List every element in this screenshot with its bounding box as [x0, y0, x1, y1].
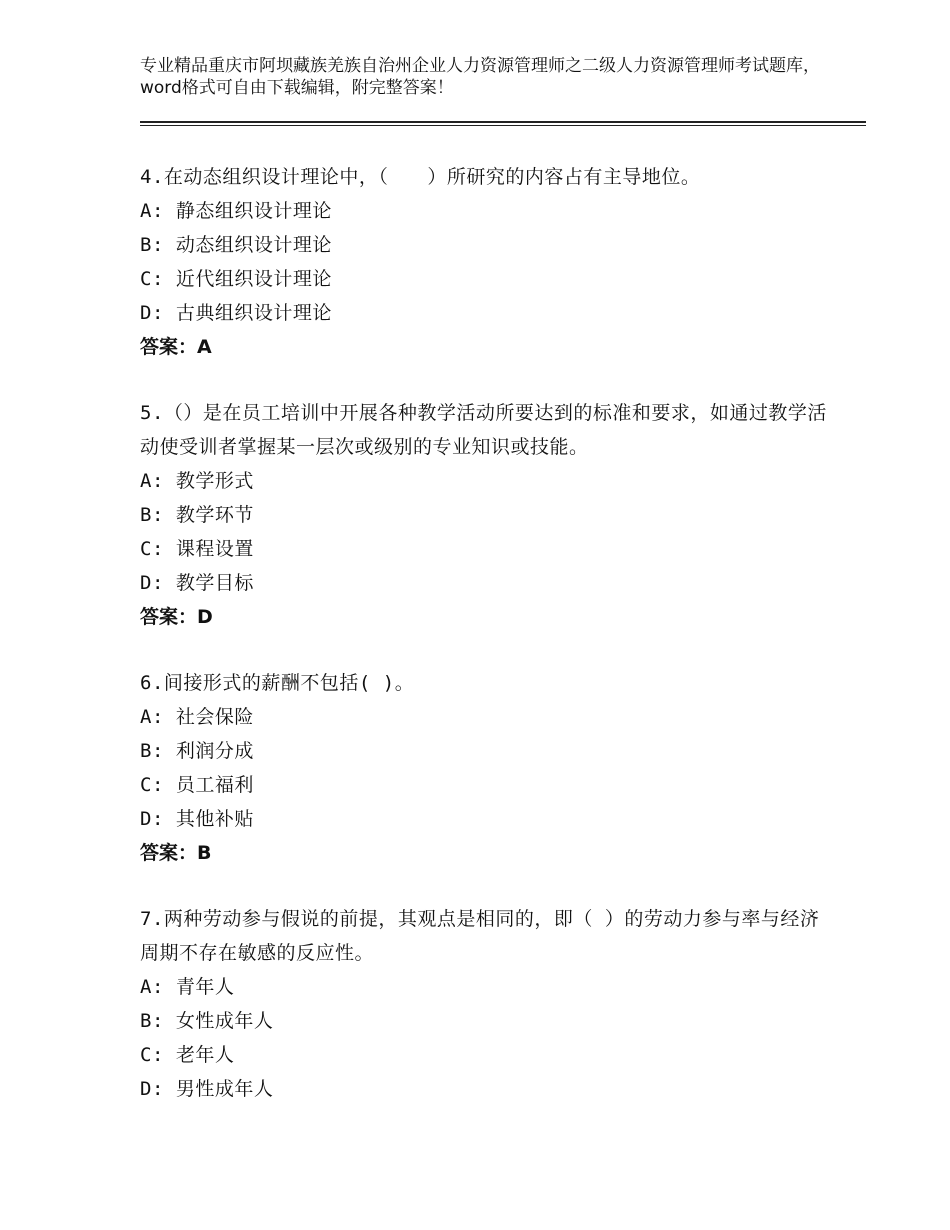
answer-label: 答案：A — [140, 336, 212, 358]
option-a: A: 社会保险 — [140, 706, 254, 728]
question-list — [140, 160, 830, 1138]
question-4 — [140, 160, 830, 364]
question-5 — [140, 396, 830, 634]
option-c: C: 老年人 — [140, 1044, 235, 1066]
question-6 — [140, 666, 830, 870]
option-b: B: 动态组织设计理论 — [140, 234, 332, 256]
question-text: 7.两种劳动参与假说的前提，其观点是相同的，即（ ）的劳动力参与率与经济周期不存在敏感的反应性。 — [140, 908, 820, 964]
option-a: A: 教学形式 — [140, 470, 254, 492]
option-b: B: 教学环节 — [140, 504, 254, 526]
option-d: D: 男性成年人 — [140, 1078, 274, 1100]
document-header: 专业精品重庆市阿坝藏族羌族自治州企业人力资源管理师之二级人力资源管理师考试题库，word格式可自由下载编辑，附完整答案！ — [140, 56, 820, 98]
option-d: D: 其他补贴 — [140, 808, 254, 830]
option-a: A: 静态组织设计理论 — [140, 200, 332, 222]
header-rule-thick — [140, 121, 866, 123]
question-text: 4.在动态组织设计理论中，（ ）所研究的内容占有主导地位。 — [140, 166, 701, 188]
answer-label: 答案：B — [140, 842, 212, 864]
option-d: D: 古典组织设计理论 — [140, 302, 332, 324]
question-7 — [140, 902, 830, 1106]
header-rule-thin — [140, 125, 866, 126]
option-a: A: 青年人 — [140, 976, 235, 998]
option-b: B: 女性成年人 — [140, 1010, 274, 1032]
question-text: 5.（）是在员工培训中开展各种教学活动所要达到的标准和要求，如通过教学活动使受训者掌握某一层次或级别的专业知识或技能。 — [140, 402, 827, 458]
option-c: C: 员工福利 — [140, 774, 254, 796]
option-c: C: 近代组织设计理论 — [140, 268, 332, 290]
answer-label: 答案：D — [140, 606, 213, 628]
question-text: 6.间接形式的薪酬不包括( )。 — [140, 672, 415, 694]
option-c: C: 课程设置 — [140, 538, 254, 560]
option-b: B: 利润分成 — [140, 740, 254, 762]
option-d: D: 教学目标 — [140, 572, 254, 594]
